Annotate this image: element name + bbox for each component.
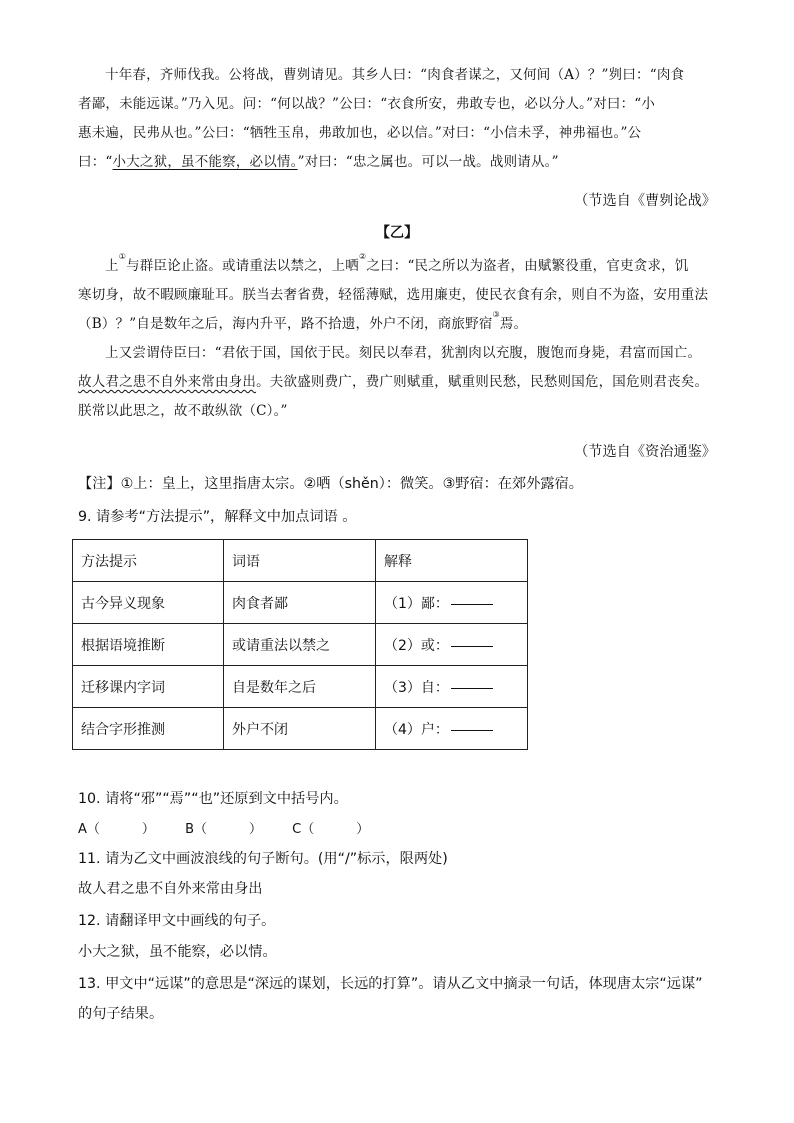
answer-cell[interactable]: （2）或： [376, 624, 528, 666]
question-11-prompt: 11. 请为乙文中画波浪线的句子断句。(用“/”标示，限两处) [78, 851, 448, 867]
passage-yi-line-3: （B）？”自是数年之后，海内升平，路不拾遗，外户不闭，商旅野宿③焉。 [78, 309, 528, 332]
passage-jia-line-2: 者鄙，未能远谋。”乃入见。问：“何以战？”公曰：“衣食所安，弗敢专也，必以分人。”对曰：“小 [78, 96, 656, 112]
answer-blank[interactable] [451, 634, 493, 647]
table-row [73, 624, 528, 666]
question-10-prompt: 10. 请将“邪”“焉”“也”还原到文中括号内。 [78, 791, 348, 807]
passage-yi [78, 252, 718, 426]
passage-jia-line-4: 曰：“小大之狱，虽不能察，必以情。”对曰：“忠之属也。可以一战。战则请从。” [78, 154, 559, 170]
option-c[interactable]: C（ ） [292, 822, 370, 837]
passage-yi-line-1: 上①与群臣论止盗。或请重法以禁之，上哂②之曰：“民之所以为盗者，由赋繁役重，官吏贪求，饥 [105, 251, 689, 274]
table-header: 词语 [224, 540, 376, 582]
source-zizhi-tongjian: （节选自《资治通鉴》 [574, 444, 716, 460]
passage-yi-line-4: 上又尝谓侍臣曰：“君依于国，国依于民。刻民以奉君，犹割肉以充腹，腹饱而身毙，君富而国亡。 [105, 345, 702, 361]
table-cell: 根据语境推断 [73, 624, 224, 666]
passage-yi-line-2: 寒切身，故不暇顾廉耻耳。朕当去奢省费，轻徭薄赋，选用廉吏，使民衣食有余，则自不为盗，安用重法 [78, 287, 709, 303]
table-cell: 肉食者鄙 [224, 582, 376, 624]
source-cao-gui: （节选自《曹刿论战》 [574, 193, 716, 209]
passage-yi-line-6: 朕常以此思之，故不敢纵欲（C）。” [78, 403, 288, 419]
table-row [73, 708, 528, 750]
passage-jia-line-3: 惠未遍，民弗从也。”公曰：“牺牲玉帛，弗敢加也，必以信。”对曰：“小信未孚，神弗福也。”公 [78, 125, 642, 141]
question-10-options [78, 815, 395, 844]
question-13-line-1: 13. 甲文中“远谋”的意思是“深远的谋划，长远的打算”。请从乙文中摘录一句话，体现唐太宗“远谋” [78, 976, 703, 992]
heading-yi: 【乙】 [375, 225, 419, 241]
table-cell: 古今异义现象 [73, 582, 224, 624]
answer-cell[interactable]: （1）鄙： [376, 582, 528, 624]
table-cell: 外户不闭 [224, 708, 376, 750]
table-header: 方法提示 [73, 540, 224, 582]
table-cell: 结合字形推测 [73, 708, 224, 750]
passage-yi-line-5: 故人君之患不自外来常由身出。夫欲盛则费广，费广则赋重，赋重则民愁，民愁则国危，国危则君丧矣。 [78, 374, 709, 390]
table-row [73, 666, 528, 708]
question-11-sentence: 故人君之患不自外来常由身出 [78, 881, 263, 897]
answer-blank[interactable] [451, 592, 493, 605]
question-12-sentence: 小大之狱，虽不能察，必以情。 [78, 944, 277, 960]
wavy-sentence: 故人君之患不自外来常由身出 [78, 374, 257, 390]
table-header-row [73, 540, 528, 582]
answer-cell[interactable]: （4）户： [376, 708, 528, 750]
table-row [73, 582, 528, 624]
answer-cell[interactable]: （3）自： [376, 666, 528, 708]
table-cell: 迁移课内字词 [73, 666, 224, 708]
method-table [72, 539, 528, 750]
table-cell: 或请重法以禁之 [224, 624, 376, 666]
notes: 【注】①上：皇上，这里指唐太宗。②哂（shěn）：微笑。③野宿：在郊外露宿。 [78, 476, 583, 492]
table-cell: 自是数年之后 [224, 666, 376, 708]
option-b[interactable]: B（ ） [185, 822, 262, 837]
answer-blank[interactable] [451, 676, 493, 689]
table-header: 解释 [376, 540, 528, 582]
option-a[interactable]: A（ ） [78, 822, 155, 837]
question-9-prompt: 9. 请参考“方法提示”，解释文中加点词语 。 [78, 509, 357, 525]
underlined-sentence: 小大之狱，虽不能察，必以情。 [112, 154, 298, 170]
answer-blank[interactable] [451, 718, 493, 731]
passage-jia-line-1: 十年春，齐师伐我。公将战，曹刿请见。其乡人曰：“肉食者谋之，又何间（A）？”刿曰：“肉食 [105, 67, 685, 83]
question-13-line-2: 的句子结果。 [78, 1006, 164, 1022]
passage-jia [78, 61, 718, 177]
question-12-prompt: 12. 请翻译甲文中画线的句子。 [78, 913, 276, 929]
